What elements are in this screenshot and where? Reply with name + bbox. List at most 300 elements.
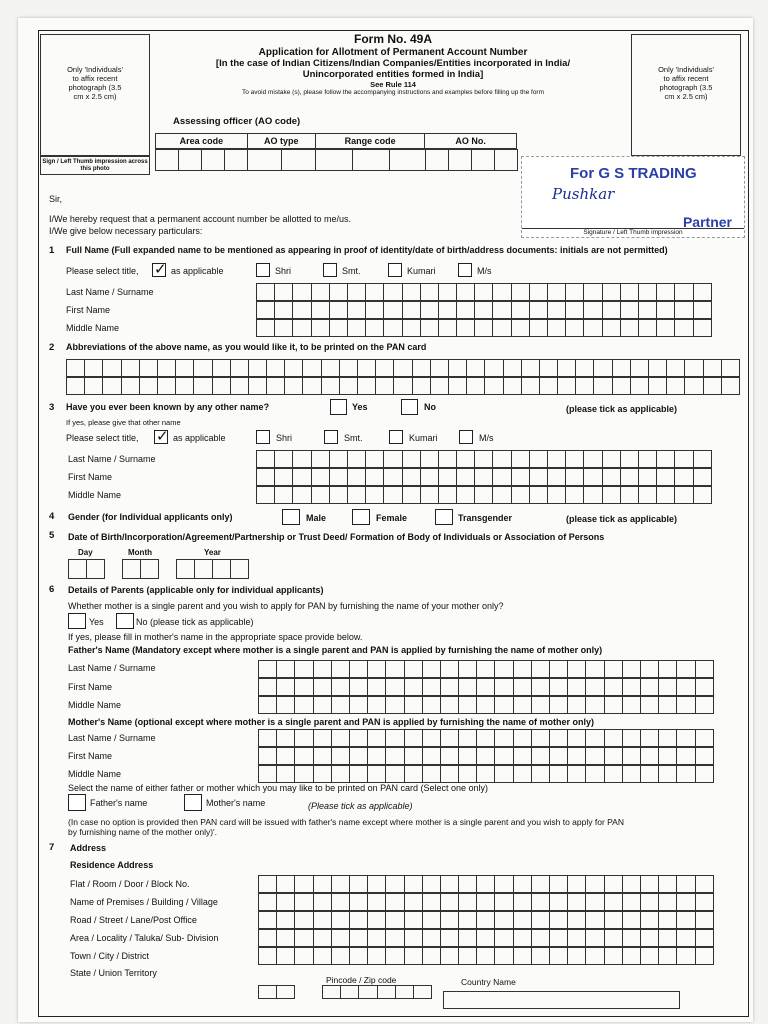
char-cell[interactable] — [586, 765, 604, 783]
char-cell[interactable] — [403, 468, 421, 486]
char-cell[interactable] — [586, 893, 604, 911]
char-cell[interactable] — [475, 468, 493, 486]
char-cell[interactable] — [441, 729, 459, 747]
char-cell[interactable] — [350, 893, 368, 911]
s4-female-checkbox[interactable] — [352, 509, 370, 525]
char-cell[interactable] — [477, 765, 495, 783]
char-cell[interactable] — [584, 301, 602, 319]
char-cell[interactable] — [293, 301, 311, 319]
char-cell[interactable] — [259, 911, 277, 929]
char-cell[interactable] — [441, 660, 459, 678]
char-cell[interactable] — [584, 319, 602, 337]
char-cell[interactable] — [722, 359, 740, 377]
char-cell[interactable] — [641, 929, 659, 947]
char-cell[interactable] — [495, 893, 513, 911]
s7-town-grid[interactable] — [258, 947, 714, 965]
char-cell[interactable] — [275, 486, 293, 504]
char-cell[interactable] — [623, 875, 641, 893]
char-cell[interactable] — [330, 450, 348, 468]
char-cell[interactable] — [85, 377, 103, 395]
char-cell[interactable] — [459, 729, 477, 747]
char-cell[interactable] — [449, 149, 472, 171]
char-cell[interactable] — [358, 377, 376, 395]
char-cell[interactable] — [249, 377, 267, 395]
char-cell[interactable] — [431, 359, 449, 377]
char-cell[interactable] — [87, 559, 105, 579]
signature-box[interactable] — [521, 156, 745, 238]
char-cell[interactable] — [696, 696, 714, 714]
char-cell[interactable] — [275, 319, 293, 337]
char-cell[interactable] — [532, 893, 550, 911]
char-cell[interactable] — [405, 729, 423, 747]
dob-day-grid[interactable] — [68, 559, 105, 579]
char-cell[interactable] — [423, 875, 441, 893]
char-cell[interactable] — [85, 359, 103, 377]
char-cell[interactable] — [550, 929, 568, 947]
char-cell[interactable] — [659, 747, 677, 765]
char-cell[interactable] — [459, 696, 477, 714]
char-cell[interactable] — [312, 468, 330, 486]
char-cell[interactable] — [603, 319, 621, 337]
s6-mother-middle-name-grid[interactable] — [258, 765, 714, 783]
char-cell[interactable] — [566, 319, 584, 337]
s4-transgender-checkbox[interactable] — [435, 509, 453, 525]
char-cell[interactable] — [384, 450, 402, 468]
char-cell[interactable] — [141, 559, 159, 579]
char-cell[interactable] — [457, 301, 475, 319]
char-cell[interactable] — [675, 283, 693, 301]
char-cell[interactable] — [332, 747, 350, 765]
char-cell[interactable] — [421, 450, 439, 468]
char-cell[interactable] — [477, 929, 495, 947]
char-cell[interactable] — [495, 911, 513, 929]
char-cell[interactable] — [659, 678, 677, 696]
s2-abbreviation-grid-row-2[interactable] — [66, 377, 740, 395]
char-cell[interactable] — [495, 747, 513, 765]
char-cell[interactable] — [514, 765, 532, 783]
char-cell[interactable] — [576, 377, 594, 395]
char-cell[interactable] — [514, 893, 532, 911]
char-cell[interactable] — [441, 678, 459, 696]
char-cell[interactable] — [603, 450, 621, 468]
char-cell[interactable] — [512, 468, 530, 486]
char-cell[interactable] — [195, 559, 213, 579]
char-cell[interactable] — [677, 911, 695, 929]
char-cell[interactable] — [439, 319, 457, 337]
char-cell[interactable] — [694, 301, 712, 319]
char-cell[interactable] — [584, 283, 602, 301]
char-cell[interactable] — [550, 893, 568, 911]
char-cell[interactable] — [493, 468, 511, 486]
char-cell[interactable] — [495, 696, 513, 714]
char-cell[interactable] — [403, 450, 421, 468]
char-cell[interactable] — [277, 660, 295, 678]
char-cell[interactable] — [423, 765, 441, 783]
char-cell[interactable] — [348, 319, 366, 337]
char-cell[interactable] — [231, 559, 249, 579]
char-cell[interactable] — [295, 765, 313, 783]
char-cell[interactable] — [477, 660, 495, 678]
char-cell[interactable] — [386, 893, 404, 911]
char-cell[interactable] — [550, 660, 568, 678]
char-cell[interactable] — [295, 729, 313, 747]
char-cell[interactable] — [257, 468, 275, 486]
char-cell[interactable] — [140, 377, 158, 395]
char-cell[interactable] — [231, 377, 249, 395]
char-cell[interactable] — [675, 450, 693, 468]
s7-area-grid[interactable] — [258, 929, 714, 947]
char-cell[interactable] — [566, 450, 584, 468]
s6-father-name-checkbox[interactable] — [68, 794, 86, 811]
char-cell[interactable] — [423, 696, 441, 714]
char-cell[interactable] — [495, 875, 513, 893]
char-cell[interactable] — [350, 929, 368, 947]
s3-yes-checkbox[interactable] — [330, 399, 347, 415]
char-cell[interactable] — [386, 747, 404, 765]
char-cell[interactable] — [314, 875, 332, 893]
char-cell[interactable] — [586, 947, 604, 965]
char-cell[interactable] — [353, 149, 390, 171]
char-cell[interactable] — [303, 377, 321, 395]
char-cell[interactable] — [275, 283, 293, 301]
char-cell[interactable] — [423, 747, 441, 765]
char-cell[interactable] — [368, 911, 386, 929]
s6-father-middle-name-grid[interactable] — [258, 696, 714, 714]
char-cell[interactable] — [677, 660, 695, 678]
char-cell[interactable] — [584, 486, 602, 504]
char-cell[interactable] — [540, 377, 558, 395]
char-cell[interactable] — [603, 486, 621, 504]
char-cell[interactable] — [568, 929, 586, 947]
char-cell[interactable] — [249, 359, 267, 377]
char-cell[interactable] — [659, 696, 677, 714]
char-cell[interactable] — [550, 947, 568, 965]
char-cell[interactable] — [295, 660, 313, 678]
char-cell[interactable] — [439, 468, 457, 486]
char-cell[interactable] — [156, 149, 179, 171]
char-cell[interactable] — [384, 283, 402, 301]
s2-abbreviation-grid-row-1[interactable] — [66, 359, 740, 377]
char-cell[interactable] — [295, 747, 313, 765]
char-cell[interactable] — [259, 696, 277, 714]
char-cell[interactable] — [368, 696, 386, 714]
char-cell[interactable] — [477, 678, 495, 696]
char-cell[interactable] — [558, 377, 576, 395]
char-cell[interactable] — [649, 359, 667, 377]
char-cell[interactable] — [312, 450, 330, 468]
char-cell[interactable] — [423, 729, 441, 747]
char-cell[interactable] — [694, 450, 712, 468]
char-cell[interactable] — [641, 947, 659, 965]
char-cell[interactable] — [493, 450, 511, 468]
char-cell[interactable] — [696, 660, 714, 678]
char-cell[interactable] — [259, 729, 277, 747]
char-cell[interactable] — [605, 747, 623, 765]
char-cell[interactable] — [213, 359, 231, 377]
char-cell[interactable] — [314, 678, 332, 696]
char-cell[interactable] — [603, 468, 621, 486]
char-cell[interactable] — [621, 301, 639, 319]
char-cell[interactable] — [722, 377, 740, 395]
char-cell[interactable] — [421, 283, 439, 301]
char-cell[interactable] — [293, 283, 311, 301]
char-cell[interactable] — [568, 947, 586, 965]
char-cell[interactable] — [257, 283, 275, 301]
photo-box-right[interactable] — [631, 34, 741, 156]
char-cell[interactable] — [277, 929, 295, 947]
char-cell[interactable] — [348, 468, 366, 486]
char-cell[interactable] — [675, 468, 693, 486]
char-cell[interactable] — [366, 301, 384, 319]
char-cell[interactable] — [457, 283, 475, 301]
char-cell[interactable] — [623, 911, 641, 929]
char-cell[interactable] — [550, 729, 568, 747]
char-cell[interactable] — [405, 678, 423, 696]
char-cell[interactable] — [623, 696, 641, 714]
char-cell[interactable] — [641, 678, 659, 696]
char-cell[interactable] — [386, 696, 404, 714]
s3-title-shri-checkbox[interactable] — [256, 430, 270, 444]
char-cell[interactable] — [685, 359, 703, 377]
char-cell[interactable] — [514, 660, 532, 678]
char-cell[interactable] — [348, 486, 366, 504]
char-cell[interactable] — [459, 660, 477, 678]
char-cell[interactable] — [532, 765, 550, 783]
char-cell[interactable] — [641, 875, 659, 893]
char-cell[interactable] — [350, 729, 368, 747]
char-cell[interactable] — [694, 283, 712, 301]
char-cell[interactable] — [368, 893, 386, 911]
char-cell[interactable] — [512, 486, 530, 504]
char-cell[interactable] — [623, 929, 641, 947]
char-cell[interactable] — [259, 985, 277, 999]
char-cell[interactable] — [405, 747, 423, 765]
char-cell[interactable] — [532, 911, 550, 929]
char-cell[interactable] — [605, 678, 623, 696]
s3-title-tick-checkbox[interactable] — [154, 430, 168, 444]
char-cell[interactable] — [459, 911, 477, 929]
char-cell[interactable] — [322, 359, 340, 377]
char-cell[interactable] — [312, 319, 330, 337]
char-cell[interactable] — [530, 486, 548, 504]
char-cell[interactable] — [530, 301, 548, 319]
char-cell[interactable] — [696, 765, 714, 783]
char-cell[interactable] — [350, 696, 368, 714]
char-cell[interactable] — [69, 559, 87, 579]
char-cell[interactable] — [639, 450, 657, 468]
char-cell[interactable] — [405, 660, 423, 678]
char-cell[interactable] — [259, 875, 277, 893]
char-cell[interactable] — [605, 911, 623, 929]
char-cell[interactable] — [213, 559, 231, 579]
char-cell[interactable] — [540, 359, 558, 377]
char-cell[interactable] — [623, 747, 641, 765]
char-cell[interactable] — [623, 947, 641, 965]
char-cell[interactable] — [675, 301, 693, 319]
char-cell[interactable] — [586, 696, 604, 714]
char-cell[interactable] — [641, 893, 659, 911]
char-cell[interactable] — [378, 985, 396, 999]
char-cell[interactable] — [332, 875, 350, 893]
char-cell[interactable] — [639, 486, 657, 504]
char-cell[interactable] — [293, 486, 311, 504]
char-cell[interactable] — [605, 893, 623, 911]
char-cell[interactable] — [696, 911, 714, 929]
char-cell[interactable] — [641, 729, 659, 747]
char-cell[interactable] — [350, 911, 368, 929]
s3-title-ms-checkbox[interactable] — [459, 430, 473, 444]
char-cell[interactable] — [259, 747, 277, 765]
char-cell[interactable] — [522, 359, 540, 377]
char-cell[interactable] — [639, 319, 657, 337]
char-cell[interactable] — [677, 747, 695, 765]
char-cell[interactable] — [584, 468, 602, 486]
char-cell[interactable] — [314, 929, 332, 947]
char-cell[interactable] — [677, 765, 695, 783]
char-cell[interactable] — [457, 486, 475, 504]
char-cell[interactable] — [259, 765, 277, 783]
char-cell[interactable] — [696, 893, 714, 911]
char-cell[interactable] — [530, 450, 548, 468]
char-cell[interactable] — [568, 893, 586, 911]
char-cell[interactable] — [225, 149, 248, 171]
char-cell[interactable] — [259, 893, 277, 911]
char-cell[interactable] — [696, 678, 714, 696]
char-cell[interactable] — [621, 450, 639, 468]
char-cell[interactable] — [421, 468, 439, 486]
char-cell[interactable] — [423, 929, 441, 947]
char-cell[interactable] — [366, 450, 384, 468]
char-cell[interactable] — [67, 377, 85, 395]
char-cell[interactable] — [657, 319, 675, 337]
char-cell[interactable] — [330, 486, 348, 504]
char-cell[interactable] — [550, 911, 568, 929]
char-cell[interactable] — [550, 696, 568, 714]
char-cell[interactable] — [277, 911, 295, 929]
char-cell[interactable] — [449, 359, 467, 377]
char-cell[interactable] — [350, 765, 368, 783]
char-cell[interactable] — [341, 985, 359, 999]
char-cell[interactable] — [368, 875, 386, 893]
char-cell[interactable] — [457, 450, 475, 468]
char-cell[interactable] — [548, 450, 566, 468]
char-cell[interactable] — [179, 149, 202, 171]
char-cell[interactable] — [477, 696, 495, 714]
char-cell[interactable] — [659, 660, 677, 678]
char-cell[interactable] — [623, 729, 641, 747]
char-cell[interactable] — [158, 359, 176, 377]
s7-premises-grid[interactable] — [258, 893, 714, 911]
char-cell[interactable] — [67, 359, 85, 377]
char-cell[interactable] — [623, 660, 641, 678]
char-cell[interactable] — [359, 985, 377, 999]
char-cell[interactable] — [475, 486, 493, 504]
char-cell[interactable] — [405, 696, 423, 714]
char-cell[interactable] — [704, 359, 722, 377]
char-cell[interactable] — [277, 729, 295, 747]
char-cell[interactable] — [431, 377, 449, 395]
char-cell[interactable] — [441, 893, 459, 911]
char-cell[interactable] — [439, 450, 457, 468]
char-cell[interactable] — [475, 283, 493, 301]
char-cell[interactable] — [550, 678, 568, 696]
char-cell[interactable] — [314, 729, 332, 747]
char-cell[interactable] — [376, 377, 394, 395]
char-cell[interactable] — [605, 875, 623, 893]
char-cell[interactable] — [350, 747, 368, 765]
char-cell[interactable] — [213, 377, 231, 395]
char-cell[interactable] — [605, 765, 623, 783]
char-cell[interactable] — [657, 283, 675, 301]
char-cell[interactable] — [532, 678, 550, 696]
char-cell[interactable] — [641, 911, 659, 929]
dob-month-grid[interactable] — [122, 559, 159, 579]
char-cell[interactable] — [586, 875, 604, 893]
s6-mother-name-checkbox[interactable] — [184, 794, 202, 811]
char-cell[interactable] — [495, 678, 513, 696]
char-cell[interactable] — [441, 875, 459, 893]
char-cell[interactable] — [568, 765, 586, 783]
char-cell[interactable] — [659, 875, 677, 893]
char-cell[interactable] — [605, 729, 623, 747]
char-cell[interactable] — [423, 893, 441, 911]
s1-title-kumari-checkbox[interactable] — [388, 263, 402, 277]
char-cell[interactable] — [504, 377, 522, 395]
char-cell[interactable] — [277, 893, 295, 911]
char-cell[interactable] — [277, 678, 295, 696]
char-cell[interactable] — [366, 468, 384, 486]
s3-first-name-grid[interactable] — [256, 468, 712, 486]
char-cell[interactable] — [475, 301, 493, 319]
char-cell[interactable] — [386, 947, 404, 965]
char-cell[interactable] — [512, 283, 530, 301]
char-cell[interactable] — [295, 911, 313, 929]
char-cell[interactable] — [514, 747, 532, 765]
char-cell[interactable] — [267, 359, 285, 377]
char-cell[interactable] — [477, 911, 495, 929]
char-cell[interactable] — [316, 149, 353, 171]
char-cell[interactable] — [514, 875, 532, 893]
char-cell[interactable] — [667, 377, 685, 395]
char-cell[interactable] — [295, 947, 313, 965]
char-cell[interactable] — [177, 559, 195, 579]
char-cell[interactable] — [495, 765, 513, 783]
char-cell[interactable] — [605, 696, 623, 714]
char-cell[interactable] — [603, 301, 621, 319]
char-cell[interactable] — [293, 319, 311, 337]
char-cell[interactable] — [657, 301, 675, 319]
char-cell[interactable] — [621, 319, 639, 337]
char-cell[interactable] — [277, 765, 295, 783]
char-cell[interactable] — [423, 660, 441, 678]
char-cell[interactable] — [322, 377, 340, 395]
char-cell[interactable] — [586, 660, 604, 678]
char-cell[interactable] — [405, 893, 423, 911]
char-cell[interactable] — [548, 301, 566, 319]
char-cell[interactable] — [158, 377, 176, 395]
char-cell[interactable] — [514, 678, 532, 696]
char-cell[interactable] — [649, 377, 667, 395]
char-cell[interactable] — [403, 486, 421, 504]
char-cell[interactable] — [621, 468, 639, 486]
char-cell[interactable] — [396, 985, 414, 999]
photo-box-left[interactable] — [40, 34, 150, 156]
char-cell[interactable] — [548, 468, 566, 486]
char-cell[interactable] — [659, 729, 677, 747]
char-cell[interactable] — [667, 359, 685, 377]
char-cell[interactable] — [439, 486, 457, 504]
char-cell[interactable] — [504, 359, 522, 377]
